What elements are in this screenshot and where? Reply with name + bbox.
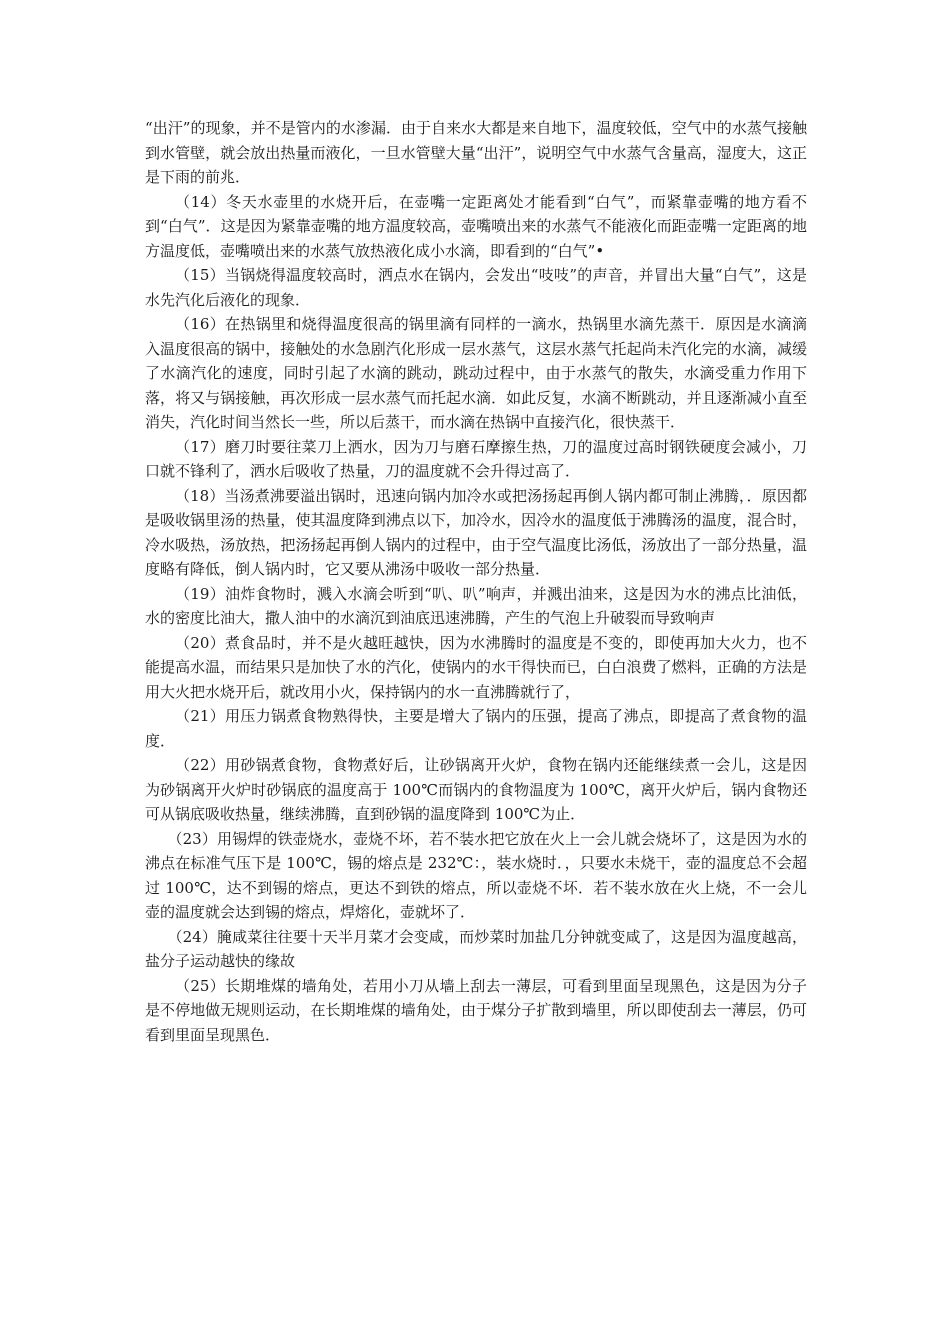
paragraph-15: （15）当锅烧得温度较高时，洒点水在锅内，会发出“吱吱”的声音，并冒出大量“白气”，这是水先汽化后液化的现象． <box>145 266 807 309</box>
paragraph-13-continued: “出汗”的现象，并不是管内的水渗漏．由于自来水大都是来自地下，温度较低，空气中的水蒸气接触到水管壁，就会放出热量而液化，一旦水管壁大量“出汗”，说明空气中水蒸气含量高，湿度大，这正是下雨的前兆． <box>145 119 807 186</box>
paragraph-22: （22）用砂锅煮食物，食物煮好后，让砂锅离开火炉，食物在锅内还能继续煮一会儿，这是因为砂锅离开火炉时砂锅底的温度高于 100℃而锅内的食物温度为 100℃，离开火炉后，锅内食物还可从锅底吸收热量，继续沸腾，直到砂锅的温度降到 100℃为止． <box>145 756 807 823</box>
paragraph-17: （17）磨刀时要往菜刀上洒水，因为刀与磨石摩擦生热，刀的温度过高时钢铁硬度会减小，刀口就不锋利了，洒水后吸收了热量，刀的温度就不会升得过高了． <box>145 437 807 480</box>
paragraph-16: （16）在热锅里和烧得温度很高的锅里滴有同样的一滴水，热锅里水滴先蒸干．原因是水滴滴入温度很高的锅中，接触处的水急剧汽化形成一层水蒸气，这层水蒸气托起尚未汽化完的水滴，减缓了水滴汽化的速度，同时引起了水滴的跳动，跳动过程中，由于水蒸气的散失，水滴受重力作用下落，将又与锅接触，再次形成一层水蒸气而托起水滴．如此反复，水滴不断跳动，并且逐渐减小直至消失，汽化时间当然长一些，所以后蒸干，而水滴在热锅中直接汽化，很快蒸干． <box>145 315 807 431</box>
paragraph-19: （19）油炸食物时，溅入水滴会听到“叭、叭”响声，并溅出油来，这是因为水的沸点比油低，水的密度比油大，撒人油中的水滴沉到油底迅速沸腾，产生的气泡上升破裂而导致响声 <box>145 584 807 627</box>
paragraph-25: （25）长期堆煤的墙角处，若用小刀从墙上刮去一薄层，可看到里面呈现黑色，这是因为分子是不停地做无规则运动，在长期堆煤的墙角处，由于煤分子扩散到墙里，所以即使刮去一薄层，仍可看到里面呈现黑色． <box>145 976 807 1044</box>
document-page <box>145 116 807 1047</box>
paragraph-14: （14）冬天水壶里的水烧开后，在壶嘴一定距离处才能看到“白气”，而紧靠壶嘴的地方看不到“白气”．这是因为紧靠壶嘴的地方温度较高，壶嘴喷出来的水蒸气不能液化而距壶嘴一定距离的地方温度低，壶嘴喷出来的水蒸气放热液化成小水滴，即看到的“白气”• <box>145 192 807 260</box>
paragraph-23: （23）用锡焊的铁壶烧水，壶烧不坏，若不装水把它放在火上一会儿就会烧坏了，这是因为水的沸点在标准气压下是 100℃，锡的熔点是 232℃：，装水烧时．，只要水未烧干，壶的温度总不会超过 100℃，达不到锡的熔点，更达不到铁的熔点，所以壶烧不坏．若不装水放在火上烧，不一会儿壶的温度就会达到锡的熔点，焊熔化，壶就坏了． <box>145 829 807 921</box>
paragraph-21: （21）用压力锅煮食物熟得快，主要是增大了锅内的压强，提高了沸点，即提高了煮食物的温度． <box>145 707 807 750</box>
paragraph-20: （20）煮食品时，并不是火越旺越快，因为水沸腾时的温度是不变的，即使再加大火力，也不能提高水温，而结果只是加快了水的汽化，使锅内的水干得快而已，白白浪费了燃料，正确的方法是用大火把水烧开后，就改用小火，保持锅内的水一直沸腾就行了， <box>145 633 807 701</box>
paragraph-18: （18）当汤煮沸要溢出锅时，迅速向锅内加冷水或把汤扬起再倒人锅内都可制止沸腾，．原因都是吸收锅里汤的热量，使其温度降到沸点以下，加冷水，因冷水的温度低于沸腾汤的温度，混合时，冷水吸热，汤放热，把汤扬起再倒人锅内的过程中，由于空气温度比汤低，汤放出了一部分热量，温度略有降低，倒人锅内时，它又要从沸汤中吸收一部分热量． <box>145 486 807 578</box>
paragraph-24: （24）腌咸菜往往要十天半月菜才会变咸，而炒菜时加盐几分钟就变咸了，这是因为温度越高，盐分子运动越快的缘故 <box>145 927 807 970</box>
